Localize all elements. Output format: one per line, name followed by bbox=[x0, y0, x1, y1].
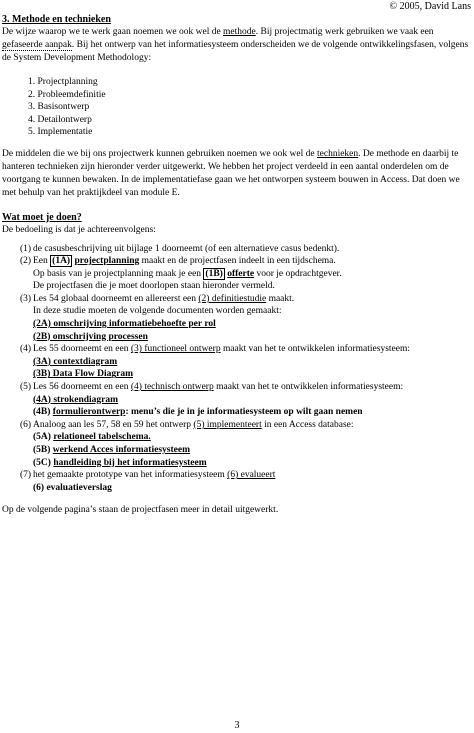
functioneel-ontwerp-link: (3) functioneel ontwerp bbox=[130, 344, 221, 355]
deliverable-3a: (3A) contextdiagram bbox=[33, 356, 118, 367]
step-text: Les 56 doorneemt en een bbox=[33, 382, 131, 393]
step-text: Les 55 doorneemt en een bbox=[33, 344, 131, 355]
methods-text-2: . De methode en daarbij te hanteren technieken zijn hieronder verder uitgewerkt. We hebben het project verdeeld in een aantal onderdelen om de voortgang te kunnen bewaken. In de implementatiefase gaan we het ontworpen systeem bouwen in Access. Dat doen we met behulp van het praktijkdeel van module E. bbox=[2, 148, 460, 198]
step-number: (7) bbox=[20, 470, 32, 481]
step-text: In deze studie moeten de volgende documenten worden gemaakt: bbox=[33, 306, 282, 317]
deliverable-6: (6) evaluatieverslag bbox=[33, 482, 112, 493]
step-1 bbox=[2, 243, 470, 256]
implementeert-link: (5) implementeert bbox=[193, 419, 262, 430]
step-number: (1) bbox=[20, 243, 32, 254]
steps-list bbox=[2, 243, 470, 495]
step-text: in een Access database: bbox=[261, 419, 354, 430]
deliverable-5a: relationeel tabelschema. bbox=[53, 432, 151, 443]
step-text: Op basis van je projectplanning maak je een bbox=[33, 268, 204, 279]
phase-item: 3. Basisontwerp bbox=[28, 102, 90, 112]
deliverable-2b: (2B) omschrijving processen bbox=[33, 331, 148, 342]
step-text: maakt en de projectfasen indeelt in een tijdschema. bbox=[139, 256, 336, 267]
step-number: (4) bbox=[20, 344, 32, 355]
step-6 bbox=[2, 419, 470, 469]
definitiestudie-link: (2) definitiestudie bbox=[198, 293, 267, 304]
deliverable-text: : menu’s die je in je informatiesysteem op wilt gaan nemen bbox=[125, 407, 363, 418]
phase-item: 5. Implementatie bbox=[28, 127, 93, 137]
step-2 bbox=[2, 255, 470, 293]
phases-list bbox=[2, 76, 470, 139]
methods-text: De middelen die we bij ons projectwerk kunnen gebruiken noemen we ook wel de bbox=[2, 148, 317, 159]
intro-text: De wijze waarop we te werk gaan noemen we ook wel de bbox=[2, 27, 224, 37]
intro-paragraph bbox=[2, 26, 470, 65]
step-code: (1A) bbox=[52, 256, 71, 267]
step-code: (1B) bbox=[205, 268, 223, 279]
step-text: De projectfasen die je moet doorlopen staan hieronder vermeld. bbox=[33, 281, 275, 292]
phase-item: 2. Probleemdefinitie bbox=[28, 89, 106, 100]
deliverable-code: (5A) bbox=[33, 432, 51, 443]
document-page bbox=[2, 14, 470, 517]
phase-item: 4. Detailontwerp bbox=[28, 114, 92, 125]
evalueert-link: (6) evalueert bbox=[227, 470, 276, 481]
step-number: (2) bbox=[20, 256, 32, 267]
phase-item: 1. Projectplanning bbox=[28, 77, 98, 87]
step-number: (6) bbox=[20, 419, 32, 430]
step-4 bbox=[2, 343, 470, 381]
step-text: het gemaakte prototype van het informatiesysteem bbox=[33, 470, 228, 481]
offerte-link: offerte bbox=[227, 268, 255, 279]
step-text: de casusbeschrijving uit bijlage 1 doorneemt (of een alternatieve casus bedenkt). bbox=[33, 243, 340, 254]
intro-text-3: . Bij het ontwerp van het informatiesysteem onderscheiden we de volgende ontwikkelingsfasen, volgens de System Development Methodology: bbox=[2, 40, 469, 63]
deliverable-2a: (2A) omschrijving informatiebehoefte per rol bbox=[33, 319, 216, 330]
step-text: Analoog aan les 57, 58 en 59 het ontwerp bbox=[33, 419, 194, 430]
step-text: Een bbox=[33, 256, 51, 267]
step-5 bbox=[2, 381, 470, 419]
step-number: (3) bbox=[20, 293, 32, 304]
deliverable-3b: (3B) Data Flow Diagram bbox=[33, 369, 133, 380]
step-number: (5) bbox=[20, 382, 32, 393]
copyright-header: © 2005, David Lans bbox=[389, 1, 471, 12]
outro-paragraph: Op de volgende pagina’s staan de projectfasen meer in detail uitgewerkt. bbox=[2, 505, 279, 516]
step-3 bbox=[2, 293, 470, 343]
projectplanning-link: projectplanning bbox=[74, 256, 140, 267]
deliverable-code: (4B) bbox=[33, 407, 51, 418]
deliverable-5b: werkend Acces informatiesysteem bbox=[52, 445, 190, 455]
step-text: Les 54 globaal doorneemt en allereerst een bbox=[33, 293, 199, 304]
todo-heading: Wat moet je doen? bbox=[2, 211, 82, 223]
deliverable-4a: (4A) strokendiagram bbox=[33, 394, 119, 405]
intro-text-2: . Bij projectmatig werk gebruiken we vaak een bbox=[255, 27, 434, 37]
step-text: maakt van het te ontwikkelen informatiesysteem: bbox=[213, 382, 404, 393]
deliverable-code: (5B) bbox=[33, 445, 51, 455]
technieken-link: technieken bbox=[317, 148, 359, 159]
section-title: 3. Methode en technieken bbox=[2, 14, 111, 25]
step-text: maakt. bbox=[266, 293, 295, 304]
step-7 bbox=[2, 469, 470, 494]
methode-link: methode bbox=[223, 27, 256, 37]
page-number: 3 bbox=[234, 720, 240, 731]
step-text: maakt van het te ontwikkelen informatiesysteem: bbox=[220, 344, 410, 355]
deliverable-5c: handleiding bij het informatiesysteem bbox=[53, 457, 207, 468]
deliverable-4b: formulierontwerp bbox=[52, 407, 126, 418]
step-text: voor je opdrachtgever. bbox=[254, 268, 342, 279]
todo-intro: De bedoeling is dat je achtereenvolgens: bbox=[2, 224, 156, 235]
deliverable-code: (5C) bbox=[33, 457, 51, 468]
methods-paragraph bbox=[2, 148, 470, 200]
technisch-ontwerp-link: (4) technisch ontwerp bbox=[130, 382, 214, 393]
gefaseerde-aanpak-link: gefaseerde aanpak bbox=[2, 40, 72, 50]
